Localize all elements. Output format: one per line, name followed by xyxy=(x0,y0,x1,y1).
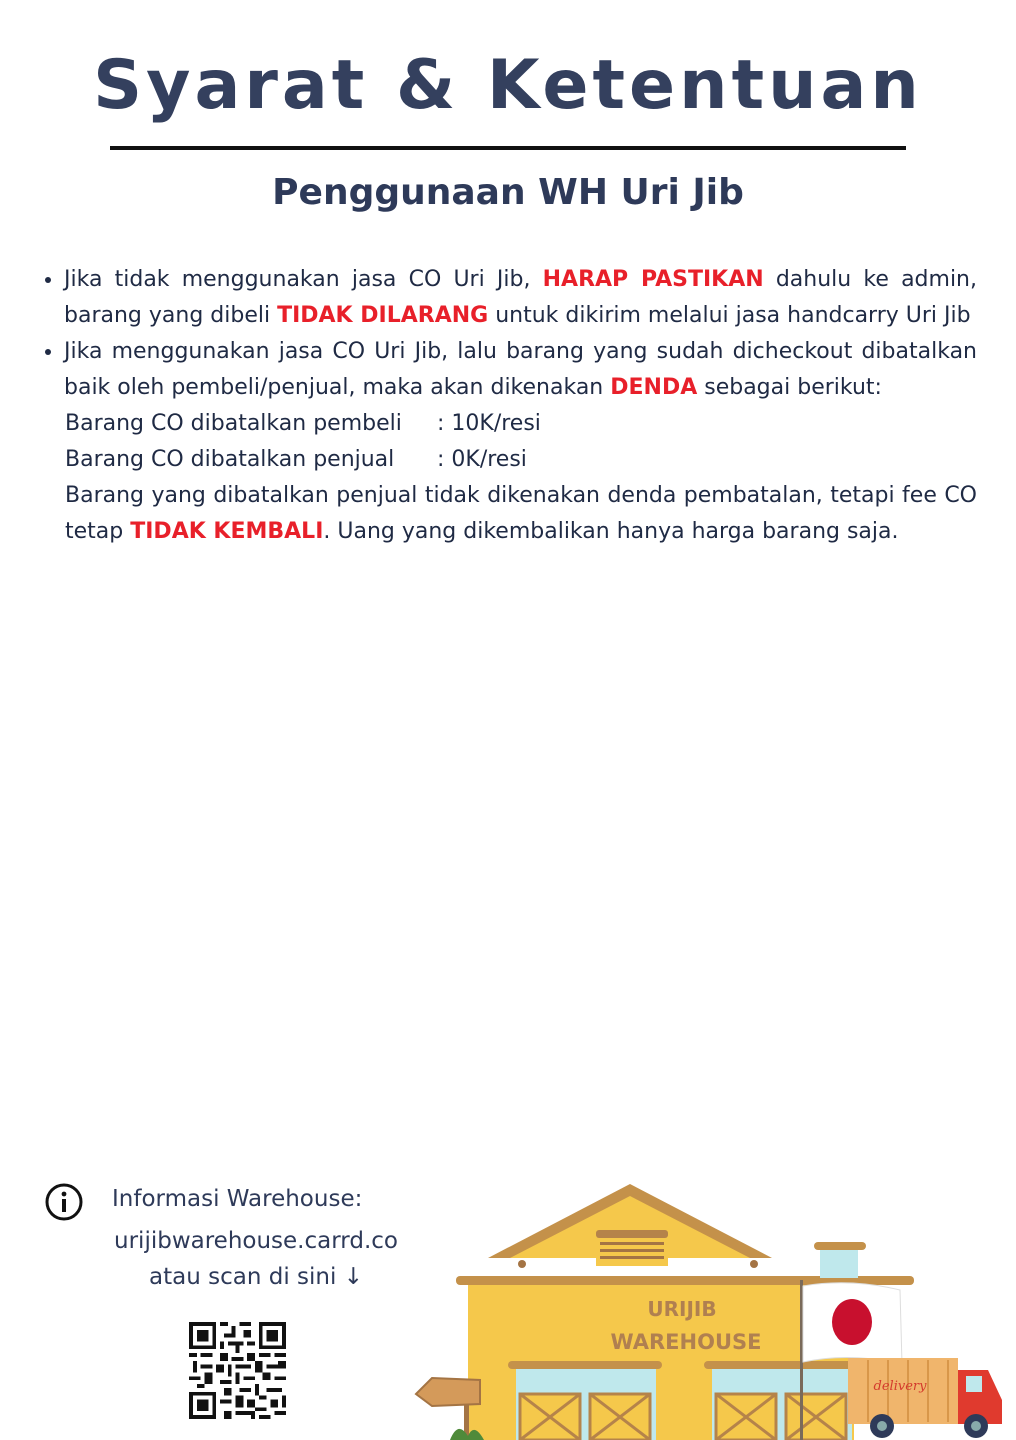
fee-label: Barang CO dibatalkan pembeli xyxy=(65,411,402,436)
info-title: Informasi Warehouse: xyxy=(112,1186,363,1212)
warehouse-sign-line-1: URIJIB xyxy=(647,1297,717,1321)
info-icon xyxy=(45,1183,83,1221)
delivery-truck-icon xyxy=(848,1358,1002,1438)
term-1-emphasis-a: HARAP PASTIKAN xyxy=(542,267,764,292)
fee-row-seller xyxy=(65,442,977,478)
fee-value: : 0K/resi xyxy=(437,447,527,472)
page-title: Syarat & Ketentuan xyxy=(93,46,923,125)
note-text-a: Barang yang dibatalkan penjual tidak dikenakan denda pembatalan, tetapi fee CO tetap xyxy=(65,483,977,544)
warehouse-illustration xyxy=(410,1180,1010,1440)
term-2-emphasis-a: DENDA xyxy=(610,375,698,400)
truck-label: delivery xyxy=(873,1379,927,1394)
fee-table xyxy=(40,406,977,550)
term-2-text-b: sebagai berikut: xyxy=(697,375,882,400)
fee-label: Barang CO dibatalkan penjual xyxy=(65,447,395,472)
page-subtitle: Penggunaan WH Uri Jib xyxy=(272,172,744,213)
term-2-text-a: Jika menggunakan jasa CO Uri Jib, lalu barang yang sudah dicheckout dibatalkan baik oleh pembeli/penjual, maka akan dikenakan xyxy=(64,339,977,400)
fee-value: : 10K/resi xyxy=(437,411,541,436)
terms-list xyxy=(40,262,977,406)
note-emphasis: TIDAK KEMBALI xyxy=(130,519,324,544)
term-item-1 xyxy=(64,262,977,334)
qr-code[interactable] xyxy=(189,1322,286,1419)
warehouse-sign-line-2: WAREHOUSE xyxy=(610,1330,762,1354)
term-1-emphasis-b: TIDAK DILARANG xyxy=(277,303,489,328)
term-item-2 xyxy=(64,334,977,406)
term-1-text-b: dahulu ke admin, barang yang dibeli xyxy=(64,267,977,328)
note-text-b: . Uang yang dikembalikan hanya harga barang saja. xyxy=(323,519,899,544)
warehouse-link[interactable]: urijibwarehouse.carrd.co xyxy=(114,1228,398,1254)
term-1-text-c: untuk dikirim melalui jasa handcarry Uri Jib xyxy=(488,303,971,328)
scan-hint: atau scan di sini ↓ xyxy=(149,1264,363,1290)
term-1-text-a: Jika tidak menggunakan jasa CO Uri Jib, xyxy=(64,267,543,292)
fee-row-buyer xyxy=(65,406,977,442)
terms-section xyxy=(40,262,977,550)
refund-note xyxy=(65,478,977,550)
title-divider xyxy=(110,146,906,150)
